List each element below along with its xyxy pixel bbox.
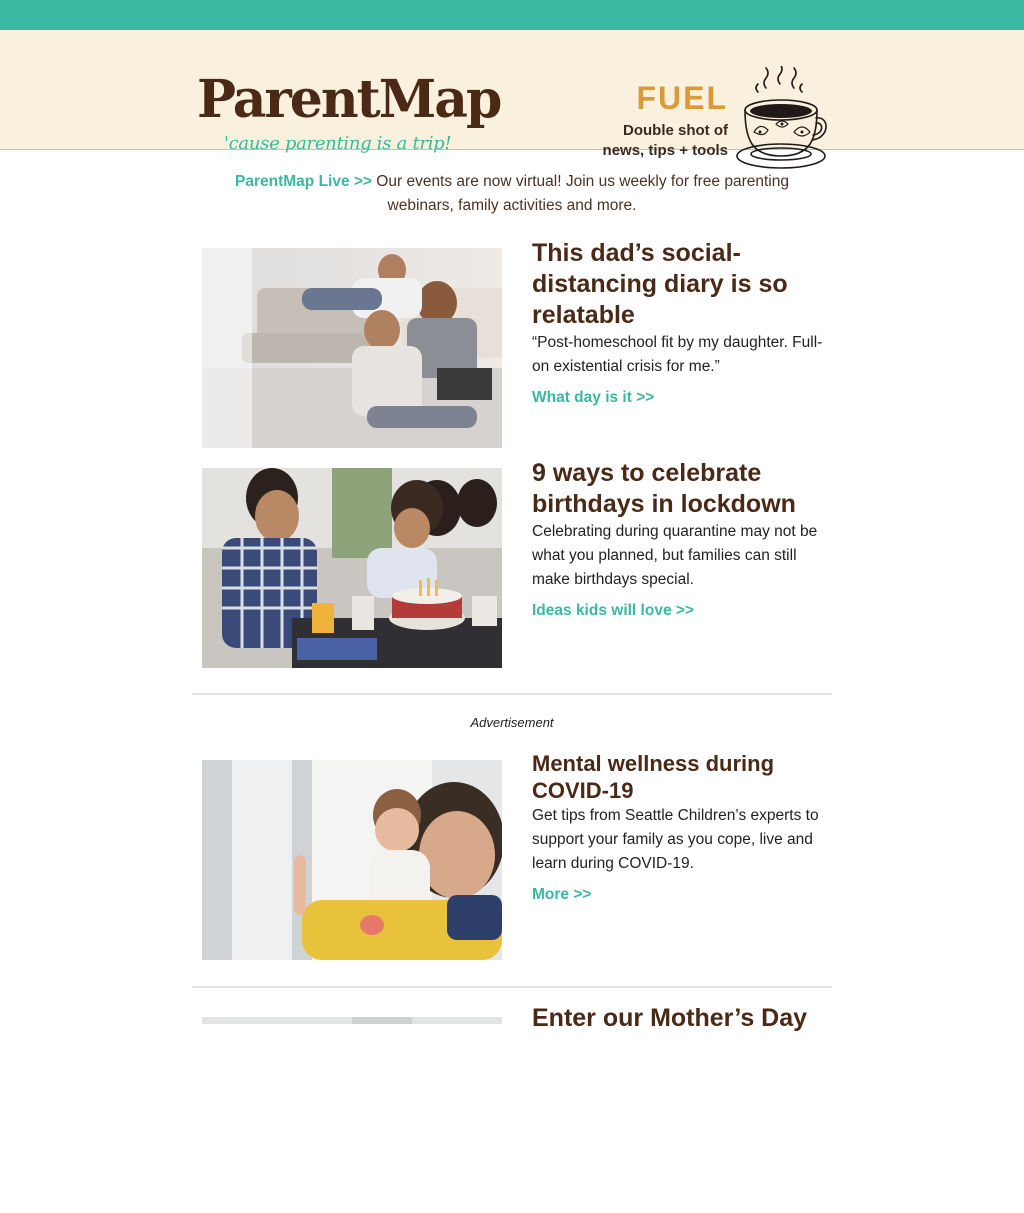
article-image-mother-baby[interactable] — [202, 760, 502, 960]
promo-text: Our events are now virtual! Join us weekly for free parenting webinars, family activities and more. — [372, 173, 789, 214]
article-card — [202, 751, 832, 960]
article-text — [532, 459, 827, 620]
coffee-cup-icon — [736, 66, 828, 172]
article-image-dad-kids[interactable] — [202, 248, 502, 448]
parentmap-logo[interactable]: ParentMap — [197, 69, 501, 130]
fuel-subtitle-line-1: Double shot of — [623, 122, 728, 139]
logo-tagline: 'cause parenting is a trip! — [224, 133, 452, 154]
section-divider — [192, 693, 832, 695]
promo-banner — [200, 170, 824, 218]
fuel-title: FUEL — [636, 80, 728, 116]
article-description: Celebrating during quarantine may not be what you planned, but families can still make birthdays special. — [532, 523, 818, 588]
fuel-subtitle-line-2: news, tips + tools — [602, 142, 728, 159]
article-title[interactable]: Enter our Mother’s Day — [532, 1004, 808, 1032]
article-text — [532, 239, 827, 407]
article-card — [202, 239, 832, 448]
article-card — [202, 459, 832, 668]
article-image-mothers-day[interactable] — [202, 1013, 502, 1024]
article-cta-link[interactable]: What day is it >> — [532, 389, 655, 406]
section-divider — [192, 986, 832, 988]
article-card — [202, 1004, 832, 1213]
article-title[interactable]: 9 ways to celebrate birthdays in lockdown — [532, 459, 796, 518]
article-image-birthday[interactable] — [202, 468, 502, 668]
masthead — [0, 30, 1024, 159]
parentmap-live-link[interactable]: ParentMap Live >> — [235, 173, 372, 190]
fuel-subtitle — [528, 121, 728, 161]
article-text — [532, 751, 827, 904]
advertisement-label: Advertisement — [470, 715, 554, 730]
article-description: Get tips from Seattle Children’s experts to support your family as you cope, live and learn during COVID-19. — [532, 807, 819, 872]
article-cta-link[interactable]: Ideas kids will love >> — [532, 602, 694, 619]
top-accent-bar — [0, 0, 1024, 30]
article-cta-link[interactable]: More >> — [532, 886, 592, 903]
article-title[interactable]: Mental wellness during COVID-19 — [532, 751, 775, 803]
article-title[interactable]: This dad’s social-distancing diary is so relatable — [532, 239, 788, 329]
article-description: “Post-homeschool fit by my daughter. Full-on existential crisis for me.” — [532, 334, 823, 375]
